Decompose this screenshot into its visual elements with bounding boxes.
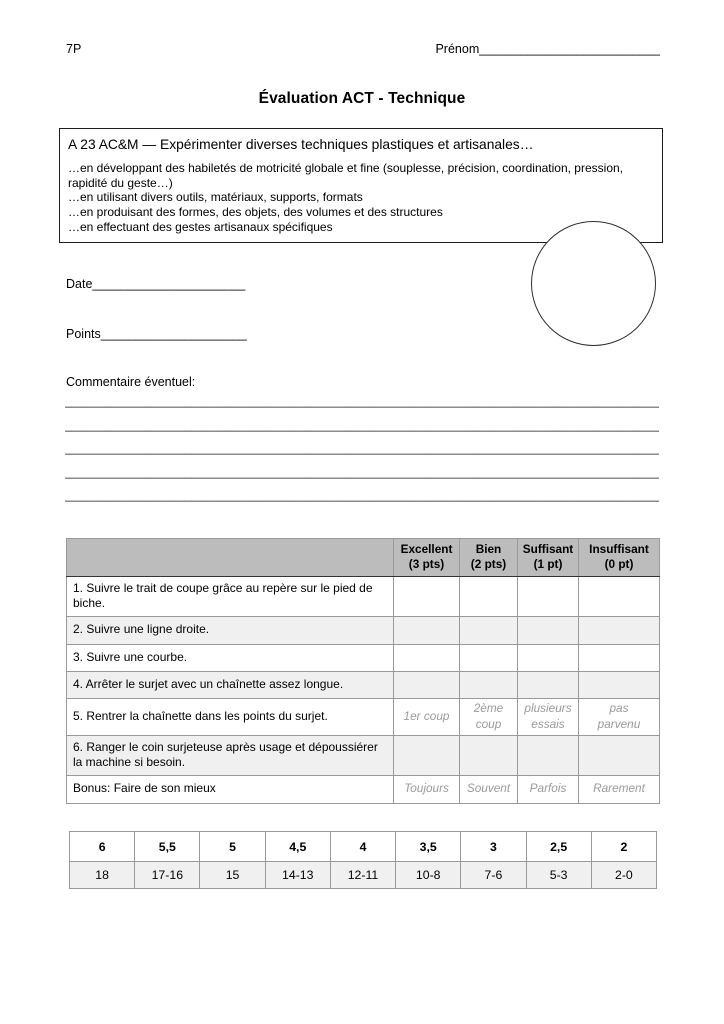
comment-label: Commentaire éventuel:: [66, 375, 196, 389]
page-title: Évaluation ACT - Technique: [258, 90, 466, 107]
points-cell: 12-11: [330, 862, 395, 889]
score-cell: [460, 576, 518, 616]
score-cell: plusieurs essais: [518, 698, 579, 735]
grade-cell: 6: [70, 832, 135, 862]
score-cell: [518, 616, 579, 644]
score-cell: [394, 735, 460, 775]
criterion-label: 5. Rentrer la chaînette dans les points du surjet.: [67, 698, 394, 735]
table-row: [67, 775, 660, 803]
grade-cell: 3: [461, 832, 526, 862]
grade-cell: 5: [200, 832, 265, 862]
name-field-label: Prénom: [435, 42, 480, 56]
points-cell: 2-0: [591, 862, 656, 889]
page-header-row: [66, 42, 660, 56]
comment-line: _________________________________________________________________________________________: [65, 488, 659, 502]
score-cell: [460, 735, 518, 775]
objective-line: …en développant des habiletés de motricité globale et fine (souplesse, précision, coordination, pression, rapidité du geste…): [68, 161, 623, 190]
comment-line: _________________________________________________________________________________________: [65, 464, 659, 479]
points-blank: _____________________: [100, 327, 247, 341]
points-field: [66, 327, 247, 341]
score-cell: [579, 616, 660, 644]
grade-scale-table: [69, 831, 657, 889]
table-row: [67, 698, 660, 735]
date-field: [66, 277, 245, 291]
score-cell: [394, 671, 460, 698]
criterion-label: 1. Suivre le trait de coupe grâce au repère sur le pied de biche.: [67, 576, 394, 616]
grade-cell: 4: [330, 832, 395, 862]
name-field: [435, 42, 660, 56]
grade-stamp-circle: [531, 221, 656, 346]
rubric-header-insuffisant: Insuffisant (0 pt): [579, 539, 660, 577]
criterion-label: 2. Suivre une ligne droite.: [67, 616, 394, 644]
objective-line: …en produisant des formes, des objets, des volumes et des structures: [68, 205, 443, 220]
points-cell: 14-13: [265, 862, 330, 889]
rubric-header-suffisant: Suffisant (1 pt): [518, 539, 579, 577]
comment-line: _________________________________________________________________________________________: [65, 441, 659, 455]
class-label: 7P: [66, 42, 82, 56]
score-cell: Souvent: [460, 775, 518, 803]
date-blank: ______________________: [92, 277, 246, 291]
score-cell: Parfois: [518, 775, 579, 803]
rubric-table: [66, 538, 660, 804]
score-cell: 2ème coup: [460, 698, 518, 735]
score-cell: [394, 644, 460, 671]
rubric-header-row: [67, 539, 660, 577]
criterion-label: 4. Arrêter le surjet avec un chaînette assez longue.: [67, 671, 394, 698]
name-field-blank: __________________________: [479, 42, 660, 56]
comment-line: _________________________________________________________________________________________: [65, 417, 659, 432]
criterion-label: 6. Ranger le coin surjeteuse après usage et dépoussiérer la machine si besoin.: [67, 735, 394, 775]
grade-cell: 4,5: [265, 832, 330, 862]
score-cell: [460, 671, 518, 698]
score-cell: [518, 644, 579, 671]
comment-lines: [65, 390, 661, 508]
points-cell: 17-16: [135, 862, 200, 889]
rubric-header-bien: Bien (2 pts): [460, 539, 518, 577]
points-cell: 18: [70, 862, 135, 889]
score-cell: Rarement: [579, 775, 660, 803]
objective-lines: [68, 161, 624, 235]
score-cell: [518, 735, 579, 775]
score-cell: pas parvenu: [579, 698, 660, 735]
rubric-header-criteria: [67, 539, 394, 577]
score-cell: [518, 671, 579, 698]
objective-heading: A 23 AC&M — Expérimenter diverses techniques plastiques et artisanales…: [68, 137, 534, 152]
points-cell: 15: [200, 862, 265, 889]
score-cell: [460, 644, 518, 671]
points-cell: 10-8: [396, 862, 461, 889]
score-cell: [579, 644, 660, 671]
points-cell: 5-3: [526, 862, 591, 889]
table-row: [67, 671, 660, 698]
grade-cell: 3,5: [396, 832, 461, 862]
grade-cell: 5,5: [135, 832, 200, 862]
objective-line: …en effectuant des gestes artisanaux spécifiques: [68, 219, 333, 234]
score-cell: [579, 576, 660, 616]
table-row: [67, 616, 660, 644]
table-row: [67, 644, 660, 671]
score-cell: [579, 735, 660, 775]
comment-line: _________________________________________________________________________________________: [65, 394, 659, 408]
criterion-label: Bonus: Faire de son mieux: [67, 775, 394, 803]
score-cell: 1er coup: [394, 698, 460, 735]
objective-line: …en utilisant divers outils, matériaux, supports, formats: [68, 190, 363, 205]
table-row: [67, 576, 660, 616]
rubric-header-excellent: Excellent (3 pts): [394, 539, 460, 577]
score-cell: [518, 576, 579, 616]
score-cell: [394, 576, 460, 616]
table-row: [67, 735, 660, 775]
grade-cell: 2,5: [526, 832, 591, 862]
score-cell: [394, 616, 460, 644]
grade-cell: 2: [591, 832, 656, 862]
points-cell: 7-6: [461, 862, 526, 889]
score-cell: Toujours: [394, 775, 460, 803]
points-label: Points: [66, 327, 101, 341]
score-cell: [579, 671, 660, 698]
grade-row: [70, 832, 657, 862]
score-cell: [460, 616, 518, 644]
date-label: Date: [66, 277, 93, 291]
points-row: [70, 862, 657, 889]
criterion-label: 3. Suivre une courbe.: [67, 644, 394, 671]
